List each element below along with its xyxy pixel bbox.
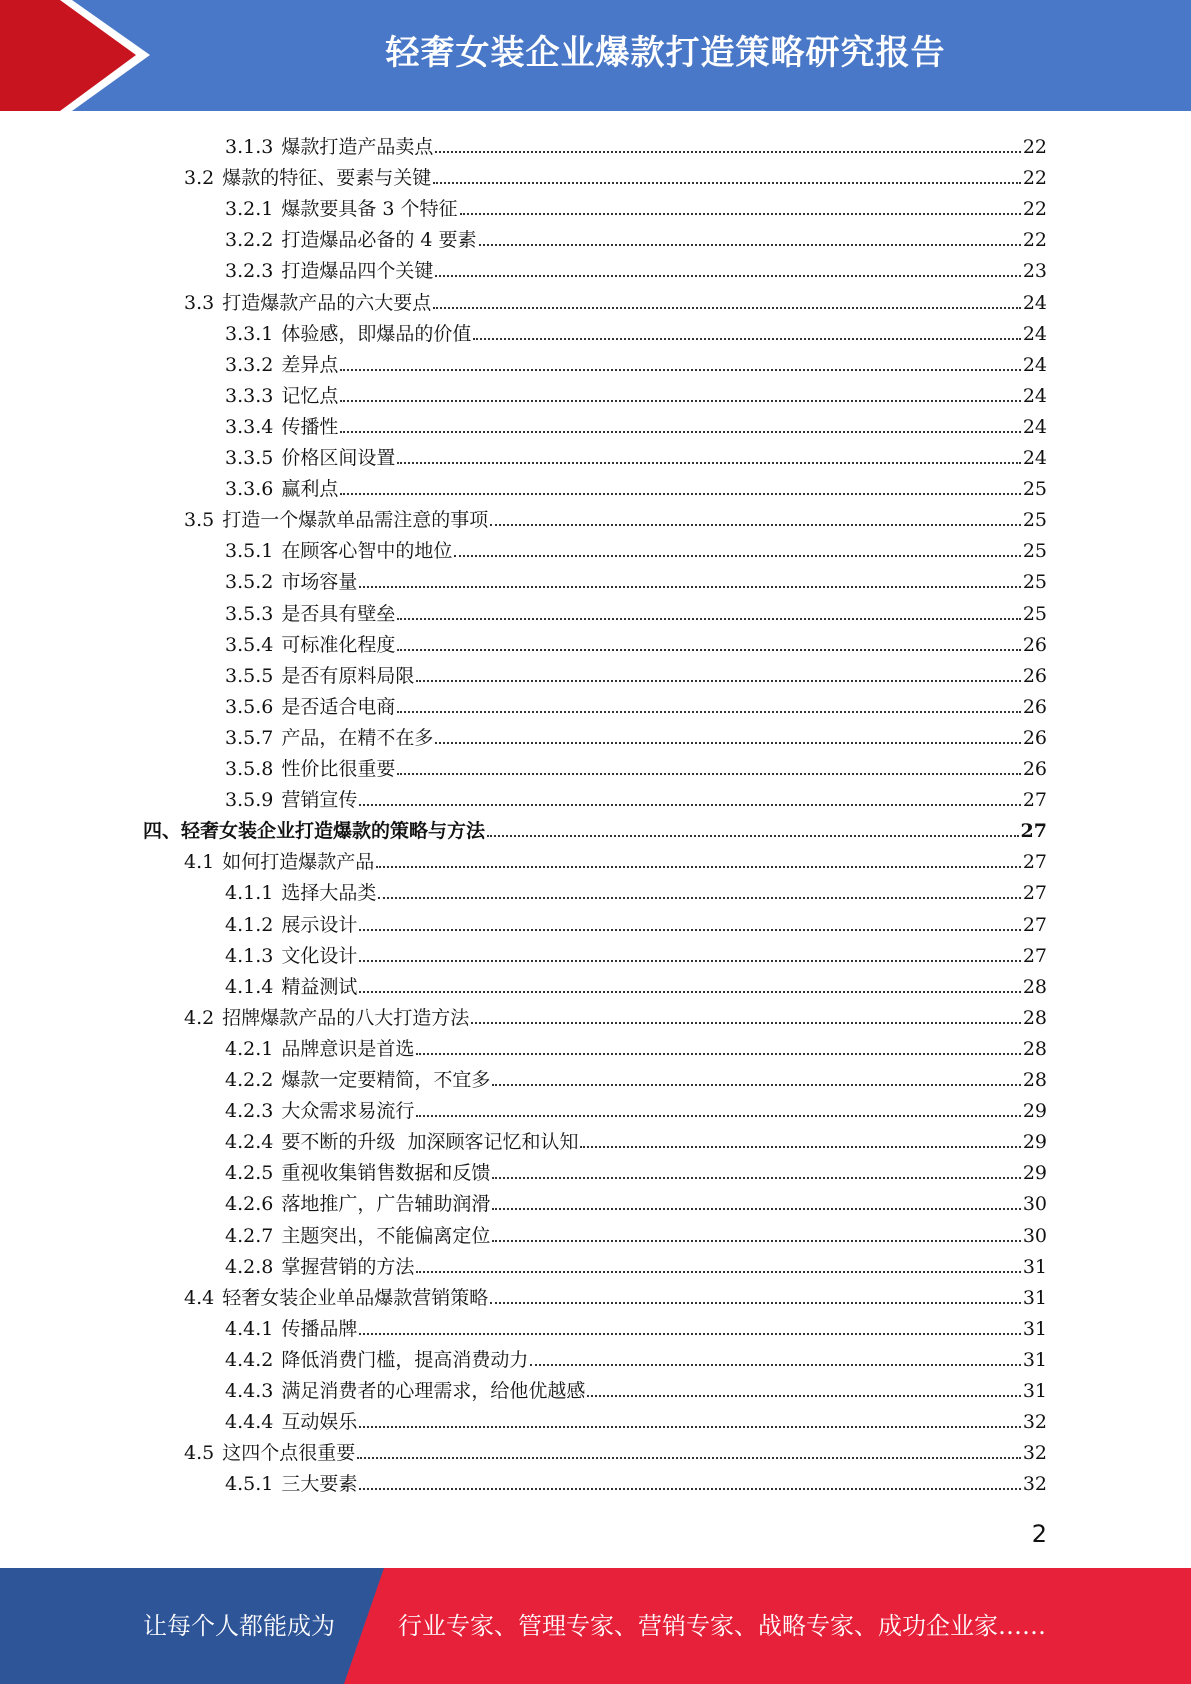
- toc-entry-title: 要不断的升级 加深顾客记忆和认知: [281, 1131, 579, 1153]
- toc-entry-title: 爆款要具备 3 个特征: [281, 198, 458, 220]
- toc-dot-leader: [340, 400, 1020, 402]
- toc-dot-leader: [587, 1395, 1020, 1397]
- toc-entry[interactable]: [225, 626, 1047, 657]
- toc-entry[interactable]: [225, 532, 1047, 563]
- toc-entry-title: 营销宣传: [281, 789, 358, 811]
- toc-entry[interactable]: [225, 595, 1047, 626]
- toc-dot-leader: [359, 1333, 1020, 1335]
- toc-entry-title: 降低消费门槛，提高消费动力: [281, 1349, 529, 1371]
- toc-entry[interactable]: [225, 128, 1047, 159]
- toc-entry[interactable]: [225, 1185, 1047, 1216]
- toc-entry-title: 精益测试: [281, 976, 358, 998]
- toc-entry-title: 体验感，即爆品的价值: [281, 323, 472, 345]
- toc-entry-page: 26: [1022, 758, 1047, 780]
- toc-entry-page: 28: [1022, 1069, 1047, 1091]
- toc-entry-page: 30: [1022, 1193, 1047, 1215]
- toc-entry-number: 4.1.3: [225, 945, 274, 967]
- toc-dot-leader: [492, 1084, 1020, 1086]
- toc-entry[interactable]: [225, 221, 1047, 252]
- toc-entry-title: 爆款一定要精简，不宜多: [281, 1069, 491, 1091]
- toc-dot-leader: [359, 991, 1020, 993]
- toc-entry-number: 3.5.1: [225, 540, 274, 562]
- toc-entry[interactable]: [225, 874, 1047, 905]
- toc-entry-page: 32: [1022, 1411, 1047, 1433]
- toc-entry-page: 28: [1022, 976, 1047, 998]
- toc-entry-number: 3.2.2: [225, 229, 274, 251]
- toc-dot-leader: [490, 1302, 1021, 1304]
- toc-entry[interactable]: [225, 688, 1047, 719]
- toc-entry[interactable]: [225, 346, 1047, 377]
- toc-entry-title: 差异点: [281, 354, 339, 376]
- toc-entry-title: 展示设计: [281, 914, 358, 936]
- toc-entry-page: 31: [1022, 1349, 1047, 1371]
- toc-entry-page: 28: [1022, 1007, 1047, 1029]
- toc-entry[interactable]: [184, 284, 1047, 315]
- toc-entry-page: 25: [1022, 478, 1047, 500]
- toc-entry-page: 29: [1022, 1131, 1047, 1153]
- toc-entry[interactable]: [225, 252, 1047, 283]
- toc-dot-leader: [359, 929, 1020, 931]
- toc-entry-number: 4.2.4: [225, 1131, 274, 1153]
- toc-entry-number: 4.4: [184, 1287, 215, 1309]
- toc-dot-leader: [340, 369, 1020, 371]
- toc-dot-leader: [433, 307, 1021, 309]
- toc-entry-page: 31: [1022, 1287, 1047, 1309]
- toc-entry[interactable]: [225, 1030, 1047, 1061]
- toc-entry-number: 4.1.2: [225, 914, 274, 936]
- toc-entry-number: 3.5.6: [225, 696, 274, 718]
- toc-entry-page: 25: [1022, 571, 1047, 593]
- toc-entry-page: 26: [1022, 634, 1047, 656]
- toc-entry-title: 掌握营销的方法: [281, 1256, 415, 1278]
- toc-entry-number: 四、: [143, 820, 182, 842]
- toc-entry-page: 32: [1022, 1442, 1047, 1464]
- toc-entry-page: 24: [1022, 447, 1047, 469]
- toc-entry-title: 文化设计: [281, 945, 358, 967]
- toc-entry-number: 3.5.3: [225, 603, 274, 625]
- toc-dot-leader: [340, 431, 1020, 433]
- toc-entry-number: 3.1.3: [225, 136, 274, 158]
- toc-entry-title: 价格区间设置: [281, 447, 396, 469]
- toc-entry-number: 3.2.3: [225, 260, 274, 282]
- toc-dot-leader: [376, 866, 1021, 868]
- toc-entry-title: 如何打造爆款产品: [222, 851, 375, 873]
- toc-entry-number: 3.3.6: [225, 478, 274, 500]
- footer-slogan-right: 行业专家、管理专家、营销专家、战略专家、成功企业家……: [398, 1612, 1046, 1640]
- toc-entry-number: 4.5: [184, 1442, 215, 1464]
- toc-dot-leader: [359, 1488, 1020, 1490]
- toc-dot-leader: [580, 1146, 1020, 1148]
- toc-dot-leader: [378, 897, 1020, 899]
- toc-dot-leader: [460, 213, 1021, 215]
- toc-dot-leader: [359, 960, 1020, 962]
- toc-dot-leader: [490, 524, 1021, 526]
- toc-entry[interactable]: [225, 1123, 1047, 1154]
- toc-entry-page: 25: [1022, 509, 1047, 531]
- toc-entry-title: 落地推广，广告辅助润滑: [281, 1193, 491, 1215]
- toc-dot-leader: [473, 338, 1020, 340]
- toc-entry[interactable]: [225, 1372, 1047, 1403]
- toc-entry-number: 4.1: [184, 851, 215, 873]
- toc-entry[interactable]: [225, 315, 1047, 346]
- toc-entry-title: 互动娱乐: [281, 1411, 358, 1433]
- toc-entry[interactable]: [225, 408, 1047, 439]
- toc-entry-number: 4.4.1: [225, 1318, 274, 1340]
- toc-dot-leader: [397, 773, 1020, 775]
- toc-entry[interactable]: [225, 750, 1047, 781]
- toc-entry[interactable]: [225, 1061, 1047, 1092]
- toc-entry-page: 22: [1022, 229, 1047, 251]
- toc-entry-page: 29: [1022, 1162, 1047, 1184]
- toc-entry-title: 满足消费者的心理需求，给他优越感: [281, 1380, 586, 1402]
- toc-dot-leader: [416, 1053, 1020, 1055]
- toc-entry-page: 24: [1022, 292, 1047, 314]
- toc-entry[interactable]: [225, 657, 1047, 688]
- toc-entry-number: 3.5.9: [225, 789, 274, 811]
- toc-entry-number: 3.3.5: [225, 447, 274, 469]
- toc-dot-leader: [471, 1022, 1021, 1024]
- toc-entry[interactable]: [184, 843, 1047, 874]
- toc-entry-page: 31: [1022, 1256, 1047, 1278]
- toc-entry[interactable]: [225, 1154, 1047, 1185]
- toc-entry-page: 26: [1022, 665, 1047, 687]
- toc-entry[interactable]: [225, 1248, 1047, 1279]
- toc-entry-number: 4.2.3: [225, 1100, 274, 1122]
- toc-entry-number: 4.2.8: [225, 1256, 274, 1278]
- toc-entry-title: 是否适合电商: [281, 696, 396, 718]
- toc-entry-page: 31: [1022, 1318, 1047, 1340]
- toc-entry-title: 市场容量: [281, 571, 358, 593]
- toc-entry[interactable]: [225, 781, 1047, 812]
- toc-entry-page: 26: [1022, 727, 1047, 749]
- toc-entry-title: 选择大品类: [281, 882, 377, 904]
- toc-entry[interactable]: [225, 719, 1047, 750]
- toc-dot-leader: [416, 1271, 1020, 1273]
- toc-entry-number: 4.2.5: [225, 1162, 274, 1184]
- toc-dot-leader: [357, 1457, 1021, 1459]
- toc-entry-page: 22: [1022, 198, 1047, 220]
- toc-entry[interactable]: [225, 1092, 1047, 1123]
- toc-entry-page: 23: [1022, 260, 1047, 282]
- toc-entry-page: 24: [1022, 354, 1047, 376]
- toc-entry-number: 3.5.7: [225, 727, 274, 749]
- toc-entry-number: 3.5.4: [225, 634, 274, 656]
- toc-dot-leader: [530, 1364, 1020, 1366]
- report-title: 轻奢女装企业爆款打造策略研究报告: [385, 33, 946, 73]
- toc-entry-page: 25: [1022, 603, 1047, 625]
- toc-entry-page: 24: [1022, 323, 1047, 345]
- toc-entry-number: 4.1.1: [225, 882, 274, 904]
- toc-entry-number: 3.3.3: [225, 385, 274, 407]
- toc-entry-page: 27: [1022, 914, 1047, 936]
- toc-dot-leader: [416, 680, 1020, 682]
- toc-entry-number: 4.4.2: [225, 1349, 274, 1371]
- toc-entry[interactable]: [225, 377, 1047, 408]
- toc-entry-page: 29: [1022, 1100, 1047, 1122]
- toc-entry[interactable]: [225, 1310, 1047, 1341]
- toc-entry-title: 打造爆款产品的六大要点: [222, 292, 432, 314]
- toc-entry-title: 传播品牌: [281, 1318, 358, 1340]
- toc-dot-leader: [397, 649, 1020, 651]
- toc-entry-number: 4.1.4: [225, 976, 274, 998]
- toc-entry-number: 4.2: [184, 1007, 215, 1029]
- toc-entry[interactable]: [184, 1434, 1047, 1465]
- toc-entry-number: 4.2.1: [225, 1038, 274, 1060]
- toc-entry[interactable]: [184, 1279, 1047, 1310]
- toc-dot-leader: [397, 711, 1020, 713]
- toc-entry[interactable]: [225, 937, 1047, 968]
- page-number: 2: [1031, 1520, 1047, 1548]
- toc-entry-page: 30: [1022, 1225, 1047, 1247]
- toc-entry-title: 大众需求易流行: [281, 1100, 415, 1122]
- toc-dot-leader: [416, 1115, 1020, 1117]
- toc-entry-number: 4.4.3: [225, 1380, 274, 1402]
- toc-entry-title: 品牌意识是首选: [281, 1038, 415, 1060]
- page-footer: [0, 1568, 1191, 1684]
- toc-dot-leader: [359, 586, 1020, 588]
- toc-entry-number: 3.5.8: [225, 758, 274, 780]
- toc-entry-page: 22: [1022, 167, 1047, 189]
- toc-entry-number: 3.3.1: [225, 323, 274, 345]
- toc-entry-page: 27: [1022, 945, 1047, 967]
- toc-dot-leader: [487, 835, 1019, 837]
- toc-entry-title: 主题突出，不能偏离定位: [281, 1225, 491, 1247]
- toc-entry[interactable]: [225, 1217, 1047, 1248]
- toc-dot-leader: [397, 462, 1020, 464]
- toc-dot-leader: [435, 151, 1020, 153]
- toc-entry[interactable]: [225, 563, 1047, 594]
- toc-entry-title: 打造一个爆款单品需注意的事项: [222, 509, 489, 531]
- toc-entry[interactable]: [225, 1465, 1047, 1496]
- toc-entry[interactable]: [225, 1341, 1047, 1372]
- toc-entry[interactable]: [184, 159, 1047, 190]
- toc-entry-title: 产品，在精不在多: [281, 727, 434, 749]
- toc-entry-title: 在顾客心智中的地位: [281, 540, 453, 562]
- footer-slogan-left: 让每个人都能成为: [143, 1612, 335, 1640]
- toc-entry-title: 打造爆品必备的 4 要素: [281, 229, 477, 251]
- toc-entry-page: 24: [1022, 416, 1047, 438]
- toc-entry-title: 赢利点: [281, 478, 339, 500]
- toc-entry-title: 爆款打造产品卖点: [281, 136, 434, 158]
- toc-dot-leader: [454, 555, 1020, 557]
- toc-entry-number: 3.5: [184, 509, 215, 531]
- toc-entry-page: 32: [1022, 1473, 1047, 1495]
- toc-dot-leader: [433, 182, 1021, 184]
- toc-dot-leader: [492, 1177, 1020, 1179]
- toc-entry-number: 4.4.4: [225, 1411, 274, 1433]
- toc-entry-page: 22: [1022, 136, 1047, 158]
- toc-entry[interactable]: [143, 812, 1047, 843]
- toc-entry-number: 4.2.2: [225, 1069, 274, 1091]
- toc-entry-title: 这四个点很重要: [222, 1442, 356, 1464]
- toc-entry-title: 是否有原料局限: [281, 665, 415, 687]
- toc-entry-page: 27: [1022, 882, 1047, 904]
- toc-entry-number: 3.2.1: [225, 198, 274, 220]
- toc-entry-title: 轻奢女装企业单品爆款营销策略: [222, 1287, 489, 1309]
- page-header: [0, 0, 1191, 111]
- toc-dot-leader: [340, 493, 1020, 495]
- toc-entry-title: 是否具有壁垒: [281, 603, 396, 625]
- toc-entry-title: 传播性: [281, 416, 339, 438]
- toc-entry-number: 3.5.5: [225, 665, 274, 687]
- toc-entry-number: 3.3.4: [225, 416, 274, 438]
- toc-entry-page: 28: [1022, 1038, 1047, 1060]
- toc-entry-title: 三大要素: [281, 1473, 358, 1495]
- toc-entry-page: 24: [1022, 385, 1047, 407]
- toc-entry[interactable]: [225, 470, 1047, 501]
- toc-dot-leader: [435, 275, 1020, 277]
- toc-entry-title: 爆款的特征、要素与关键: [222, 167, 432, 189]
- toc-entry[interactable]: [184, 999, 1047, 1030]
- toc-entry-number: 3.5.2: [225, 571, 274, 593]
- toc-dot-leader: [397, 618, 1020, 620]
- toc-entry-number: 4.5.1: [225, 1473, 274, 1495]
- toc-entry[interactable]: [225, 190, 1047, 221]
- toc-entry-title: 打造爆品四个关键: [281, 260, 434, 282]
- toc-dot-leader: [359, 1426, 1020, 1428]
- toc-entry[interactable]: [225, 439, 1047, 470]
- toc-entry-title: 可标准化程度: [281, 634, 396, 656]
- toc-entry-title: 重视收集销售数据和反馈: [281, 1162, 491, 1184]
- toc-dot-leader: [492, 1208, 1020, 1210]
- toc-entry-page: 25: [1022, 540, 1047, 562]
- toc-entry-title: 性价比很重要: [281, 758, 396, 780]
- toc-entry[interactable]: [184, 501, 1047, 532]
- toc-entry-title: 招牌爆款产品的八大打造方法: [222, 1007, 470, 1029]
- toc-entry-page: 31: [1022, 1380, 1047, 1402]
- toc-dot-leader: [359, 804, 1020, 806]
- toc-entry[interactable]: [225, 968, 1047, 999]
- header-chevron-decoration: [0, 0, 160, 111]
- toc-entry-page: 27: [1020, 820, 1047, 842]
- toc-entry-page: 27: [1022, 789, 1047, 811]
- toc-entry-page: 27: [1022, 851, 1047, 873]
- toc-entry-number: 3.3: [184, 292, 215, 314]
- toc-dot-leader: [479, 244, 1021, 246]
- toc-entry-page: 26: [1022, 696, 1047, 718]
- toc-entry-title: 记忆点: [281, 385, 339, 407]
- toc-entry-number: 4.2.7: [225, 1225, 274, 1247]
- toc-entry[interactable]: [225, 906, 1047, 937]
- toc-entry-number: 4.2.6: [225, 1193, 274, 1215]
- toc-entry-title: 轻奢女装企业打造爆款的策略与方法: [181, 820, 486, 842]
- toc-entry-number: 3.3.2: [225, 354, 274, 376]
- toc-dot-leader: [435, 742, 1020, 744]
- toc-entry[interactable]: [225, 1403, 1047, 1434]
- toc-dot-leader: [492, 1240, 1020, 1242]
- toc-entry-number: 3.2: [184, 167, 215, 189]
